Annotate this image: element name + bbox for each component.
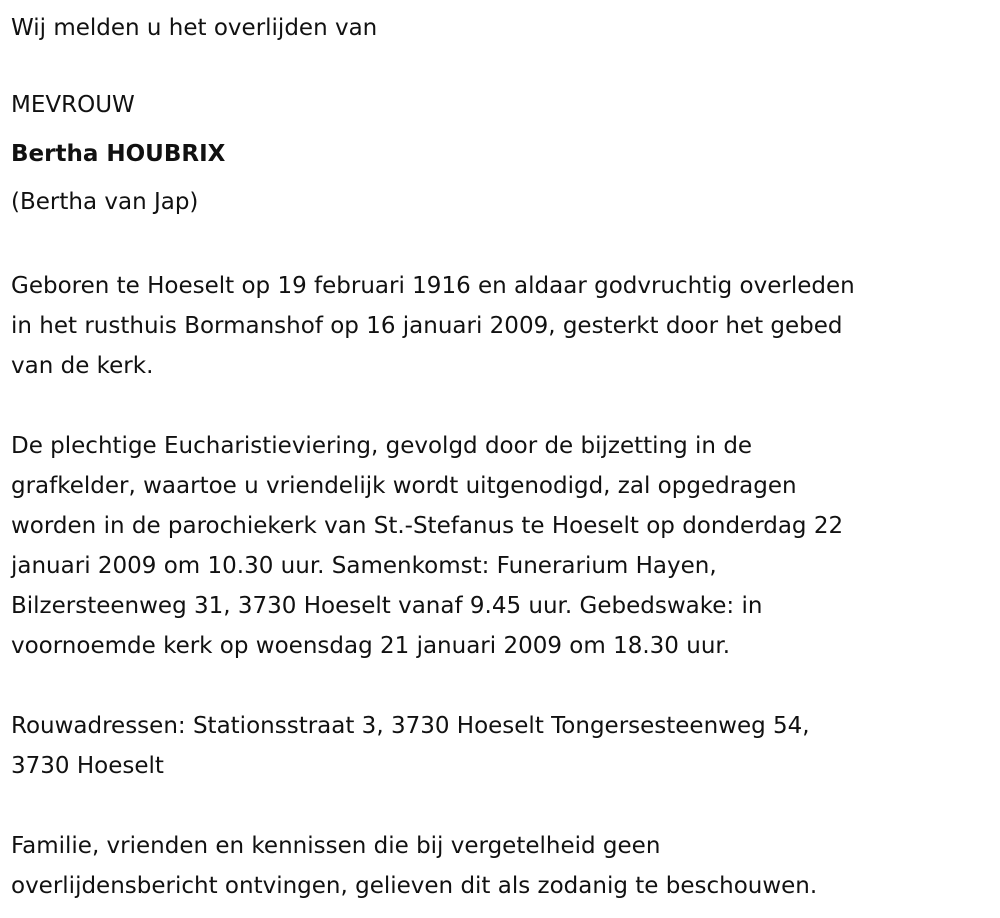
honorific-title: MEVROUW: [11, 92, 135, 118]
addresses-paragraph: [11, 706, 990, 786]
deceased-name: Bertha HOUBRIX: [11, 141, 226, 167]
paragraph-line: Familie, vrienden en kennissen die bij vergetelheid geen: [11, 833, 661, 859]
spacer: [11, 786, 990, 826]
paragraph-line: 3730 Hoeselt: [11, 753, 164, 779]
paragraph-line: Bilzersteenweg 31, 3730 Hoeselt vanaf 9.45 uur. Gebedswake: in: [11, 593, 763, 619]
paragraph-line: De plechtige Eucharistieviering, gevolgd door de bijzetting in de: [11, 433, 753, 459]
paragraph-line: van de kerk.: [11, 353, 154, 379]
paragraph-line: Rouwadressen: Stationsstraat 3, 3730 Hoeselt Tongersesteenweg 54,: [11, 713, 810, 739]
paragraph-line: worden in de parochiekerk van St.-Stefanus te Hoeselt op donderdag 22: [11, 513, 844, 539]
paragraph-line: in het rusthuis Bormanshof op 16 januari 2009, gesterkt door het gebed: [11, 313, 843, 339]
spacer: [11, 226, 990, 266]
spacer: [11, 666, 990, 706]
paragraph-line: januari 2009 om 10.30 uur. Samenkomst: Funerarium Hayen,: [11, 553, 717, 579]
intro-text: Wij melden u het overlijden van: [11, 15, 378, 41]
ceremony-paragraph: [11, 426, 990, 666]
paragraph-line: voornoemde kerk op woensdag 21 januari 2009 om 18.30 uur.: [11, 633, 731, 659]
spacer: [11, 386, 990, 426]
paragraph-line: Geboren te Hoeselt op 19 februari 1916 en aldaar godvruchtig overleden: [11, 273, 855, 299]
deceased-nickname: (Bertha van Jap): [11, 189, 199, 215]
birth-death-paragraph: [11, 266, 990, 386]
paragraph-line: grafkelder, waartoe u vriendelijk wordt uitgenodigd, zal opgedragen: [11, 473, 797, 499]
spacer: [11, 48, 990, 80]
paragraph-line: overlijdensbericht ontvingen, gelieven dit als zodanig te beschouwen.: [11, 873, 818, 899]
closing-paragraph: [11, 826, 990, 906]
